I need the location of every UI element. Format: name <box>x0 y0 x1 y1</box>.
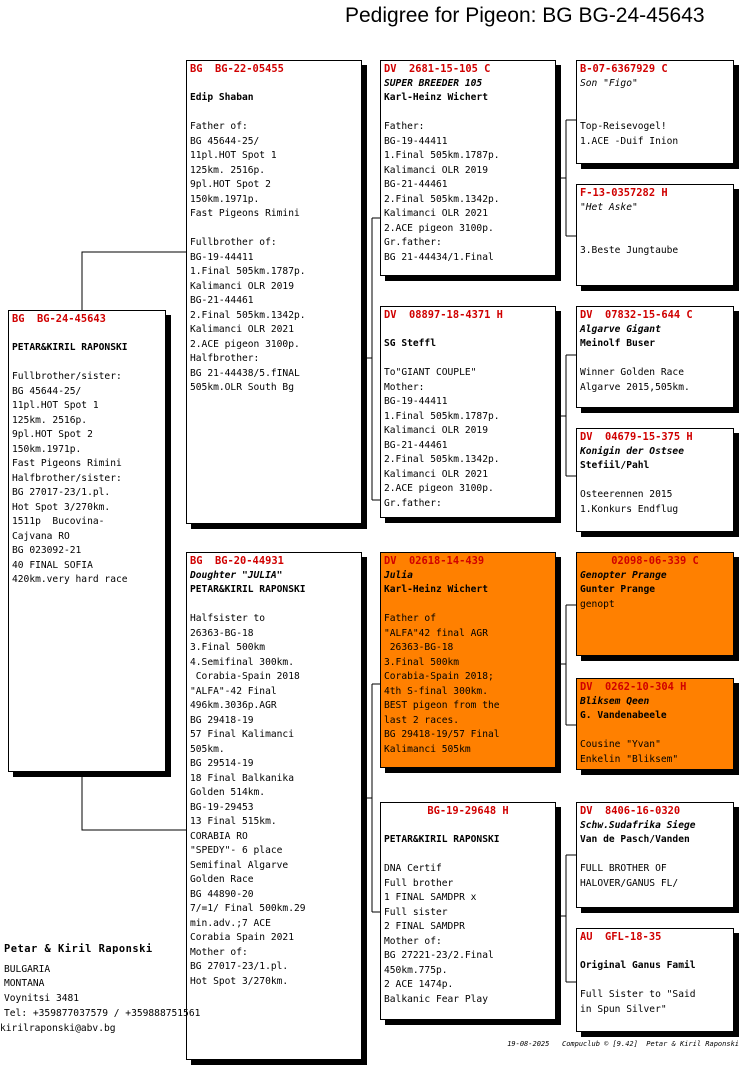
card-line: 505km. <box>190 743 225 755</box>
card-line: 1.ACE -Duif Inion <box>580 135 679 147</box>
card-line: Halfbrother/sister: <box>12 472 122 484</box>
breeder-address: Voynitsi 3481 <box>4 993 80 1005</box>
card-line: BG 45644-25/ <box>12 385 82 397</box>
card-line: 1511p Bucovina- <box>12 516 105 527</box>
card-line <box>384 106 552 121</box>
card-line <box>580 945 730 960</box>
card-line: Father of <box>384 613 436 624</box>
card-line: Father: <box>384 121 425 132</box>
card-line: BG 29418-19/57 Final <box>384 729 500 740</box>
paternal-grandfather-card[interactable] <box>380 60 556 276</box>
card-line <box>384 848 552 863</box>
card-line: Mother of: <box>384 935 442 947</box>
card-line: BG 29514-19 <box>190 758 254 769</box>
card-line: BG 27017-23/1.pl. <box>190 961 289 972</box>
ring-number: B-07-6367929 C <box>580 63 668 75</box>
card-line: G. Vandenabeele <box>580 710 667 721</box>
card-line: Mother: <box>384 381 425 393</box>
card-line: BG 44890-20 <box>190 888 254 900</box>
card-line: BG 45644-25/ <box>190 135 260 147</box>
breeder-phone: Tel: +359877037579 / +359888751561 <box>4 1007 201 1019</box>
ring-number: DV 04679-15-375 H <box>580 431 693 443</box>
card-line: min.adv.;7 ACE <box>190 917 271 929</box>
card-line: 3.Final 500km <box>384 656 460 668</box>
breeder-info <box>0 942 201 1036</box>
card-line: Karl-Heinz Wichert <box>384 584 488 595</box>
card-line: 1 FINAL SAMDPR x <box>384 892 477 903</box>
great-grandparent-mff-card[interactable] <box>576 552 734 656</box>
card-line: Doughter "JULIA" <box>190 569 283 581</box>
card-line: Corabia Spain 2021 <box>190 932 294 943</box>
great-grandparent-fmf-card[interactable] <box>576 306 734 408</box>
ring-number: BG BG-22-05455 <box>190 63 284 75</box>
breeder-email: kirilraponski@abv.bg <box>0 1022 116 1034</box>
card-line: 1.Final 505km.1787p. <box>384 150 500 161</box>
card-line <box>190 598 358 613</box>
card-line <box>580 352 730 367</box>
card-line: Gr.father: <box>384 497 442 509</box>
card-line <box>580 848 730 863</box>
card-line: Halfsister to <box>190 613 266 624</box>
card-line: DNA Certif <box>384 863 442 874</box>
card-line: BG 21-44434/1.Final <box>384 251 494 263</box>
card-line: BG 023092-21 <box>12 545 82 556</box>
card-line: 9pl.HOT Spot 2 <box>190 179 271 190</box>
card-line: To"GIANT COUPLE" <box>384 367 477 378</box>
card-line: Cousine "Yvan" <box>580 739 661 750</box>
card-line: Van de Pasch/Vanden <box>580 834 690 845</box>
card-line: Kalimanci OLR 2019 <box>190 280 294 292</box>
card-line: Kalimanci OLR 2019 <box>384 164 488 176</box>
card-line: 40 FINAL SOFIA <box>12 559 93 571</box>
card-line: Full brother <box>384 877 454 889</box>
card-line <box>384 323 552 338</box>
card-line: 2 ACE 1474p. <box>384 979 454 990</box>
card-line: Kalimanci OLR 2021 <box>384 468 488 480</box>
card-line: Osteerennen 2015 <box>580 489 673 500</box>
card-line <box>12 356 162 371</box>
card-line: Kalimanci OLR 2021 <box>190 324 294 335</box>
card-line <box>384 598 552 613</box>
card-line: Son "Figo" <box>580 77 638 89</box>
paternal-grandmother-card[interactable] <box>380 306 556 518</box>
card-line: 26363-BG-18 <box>190 627 254 639</box>
card-line: 3.Beste Jungtaube <box>580 245 679 256</box>
father-card[interactable] <box>186 60 362 524</box>
card-line: in Spun Silver" <box>580 1003 667 1015</box>
card-line: CORABIA RO <box>190 830 248 842</box>
ring-number: AU GFL-18-35 <box>580 931 662 943</box>
card-line: Corabia-Spain 2018; <box>384 671 494 682</box>
card-line: BG-19-44411 <box>384 135 448 147</box>
card-line: 450km.775p. <box>384 964 448 976</box>
card-line: Top-Reisevogel! <box>580 121 667 132</box>
card-line: BG-19-29453 <box>190 801 254 813</box>
ring-number: DV 08897-18-4371 H <box>384 309 503 321</box>
card-line: Meinolf Buser <box>580 338 656 349</box>
card-line: Karl-Heinz Wichert <box>384 92 488 103</box>
card-line: Stefiil/Pahl <box>580 460 650 471</box>
card-line: Fullbrother of: <box>190 237 277 248</box>
card-line: 2.Final 505km.1342p. <box>190 309 306 321</box>
ring-number: 02098-06-339 C <box>611 555 699 567</box>
card-line: Cajvana RO <box>12 530 70 542</box>
card-line: Genopter Prange <box>580 569 667 581</box>
card-line: 2.Final 505km.1342p. <box>384 454 500 465</box>
card-line: Kalimanci OLR 2021 <box>384 208 488 219</box>
card-line: 26363-BG-18 <box>384 642 454 653</box>
ring-number: BG BG-20-44931 <box>190 555 284 567</box>
card-line: Winner Golden Race <box>580 367 684 378</box>
card-line: genopt <box>580 598 615 610</box>
card-line: 420km.very hard race <box>12 574 128 585</box>
card-line <box>580 215 730 230</box>
page-title: Pedigree for Pigeon: BG BG-24-45643 <box>345 4 705 27</box>
card-line: BG 21-44438/5.fINAL <box>190 367 300 379</box>
great-grandparent-ffm-card[interactable] <box>576 184 734 286</box>
card-line: Fast Pigeons Rimini <box>12 458 122 469</box>
card-line: 4th S-final 300km. <box>384 685 488 697</box>
card-line: 2.ACE pigeon 3100p. <box>190 338 300 350</box>
ring-number: DV 2681-15-105 C <box>384 63 491 75</box>
card-line <box>190 222 358 237</box>
maternal-grandmother-card[interactable] <box>380 802 556 1020</box>
card-line: Golden Race <box>190 874 254 885</box>
great-grandparent-mmm-card[interactable] <box>576 928 734 1032</box>
card-line: 57 Final Kalimanci <box>190 729 294 740</box>
card-line: 2.ACE pigeon 3100p. <box>384 483 494 494</box>
ring-number: BG BG-24-45643 <box>12 313 106 325</box>
card-line: 2 FINAL SAMDPR <box>384 921 465 932</box>
card-line: 4.Semifinal 300km. <box>190 656 294 668</box>
card-line: SG Steffl <box>384 338 436 349</box>
card-line: 1.Final 505km.1787p. <box>384 410 500 422</box>
card-line: Bliksem Qeen <box>580 695 650 707</box>
card-line: Kalimanci 505km <box>384 743 471 755</box>
card-line: BG 29418-19 <box>190 714 254 726</box>
card-line: Semifinal Algarve <box>190 859 289 871</box>
card-line: PETAR&KIRIL RAPONSKI <box>384 834 500 845</box>
card-line <box>580 974 730 989</box>
card-line: 505km.OLR South Bg <box>190 382 294 393</box>
card-line: 2.ACE pigeon 3100p. <box>384 222 494 234</box>
card-line: Mother of: <box>190 946 248 958</box>
card-line: Halfbrother: <box>190 353 260 364</box>
card-line <box>384 352 552 367</box>
ring-number: DV 0262-10-304 H <box>580 681 687 693</box>
maternal-grandfather-card[interactable] <box>380 552 556 768</box>
card-line <box>580 91 730 106</box>
card-line: 9pl.HOT Spot 2 <box>12 429 93 440</box>
card-line: PETAR&KIRIL RAPONSKI <box>190 584 306 595</box>
card-line: BG-19-44411 <box>190 251 254 263</box>
card-line: Konigin der Ostsee <box>580 445 684 457</box>
card-line: "SPEDY"- 6 place <box>190 845 283 856</box>
card-line: BG-21-44461 <box>384 439 448 451</box>
card-line: 7/=1/ Final 500km.29 <box>190 903 306 914</box>
card-line: 18 Final Balkanika <box>190 772 294 784</box>
card-line: Julia <box>384 569 413 581</box>
card-line: 1.Final 505km.1787p. <box>190 266 306 277</box>
card-line: BG-19-44411 <box>384 396 448 407</box>
card-line: 13 Final 515km. <box>190 816 277 827</box>
card-line: FULL BROTHER OF <box>580 863 667 874</box>
card-line: 11pl.HOT Spot 1 <box>12 400 99 411</box>
card-line: HALOVER/GANUS FL/ <box>580 877 679 889</box>
card-line: 11pl.HOT Spot 1 <box>190 150 277 161</box>
card-line: Hot Spot 3/270km. <box>190 975 289 987</box>
card-line <box>580 724 730 739</box>
subject-pigeon-card[interactable] <box>8 310 166 772</box>
card-line: Hot Spot 3/270km. <box>12 501 111 513</box>
card-line: SUPER BREEDER 105 <box>384 77 483 89</box>
breeder-region: MONTANA <box>4 978 45 990</box>
card-line: "ALFA"42 final AGR <box>384 627 488 639</box>
mother-card[interactable] <box>186 552 362 1060</box>
breeder-name: Petar & Kiril Raponski <box>4 943 153 955</box>
card-line: "ALFA"-42 Final <box>190 685 277 697</box>
card-line: Fast Pigeons Rimini <box>190 208 300 219</box>
card-line: Golden 514km. <box>190 787 266 798</box>
card-line: Full sister <box>384 906 448 918</box>
card-line: Fullbrother/sister: <box>12 371 122 382</box>
ring-number: DV 02618-14-439 <box>384 555 485 567</box>
card-line: 150km.1971p. <box>12 443 82 455</box>
card-line: PETAR&KIRIL RAPONSKI <box>12 342 128 353</box>
footer-note: 19-08-2025 Compuclub © [9.42] Petar & Kiril Raponski <box>507 1040 739 1048</box>
card-line <box>580 106 730 121</box>
card-line: 3.Final 500km <box>190 642 266 653</box>
card-line: 150km.1971p. <box>190 193 260 205</box>
card-line: Gunter Prange <box>580 584 656 595</box>
card-line: BG 27221-23/2.Final <box>384 950 494 961</box>
card-line: Schw.Sudafrika Siege <box>580 819 696 831</box>
card-line: Full Sister to "Said <box>580 989 696 1000</box>
card-line: "Het Aske" <box>580 201 638 213</box>
great-grandparent-mmf-card[interactable] <box>576 802 734 908</box>
ring-number: DV 8406-16-0320 <box>580 805 681 817</box>
card-line: 496km.3036p.AGR <box>190 700 277 711</box>
card-line: BG-21-44461 <box>384 179 448 190</box>
card-line: Original Ganus Famil <box>580 960 696 971</box>
card-line: 125km. 2516p. <box>12 414 88 426</box>
card-line: 2.Final 505km.1342p. <box>384 193 500 205</box>
card-line: Corabia-Spain 2018 <box>190 671 300 682</box>
card-line <box>580 474 730 489</box>
great-grandparent-fmm-card[interactable] <box>576 428 734 532</box>
card-line <box>12 327 162 342</box>
card-line <box>580 230 730 245</box>
card-line: 1.Konkurs Endflug <box>580 503 679 515</box>
great-grandparent-fff-card[interactable] <box>576 60 734 164</box>
card-line: BG 27017-23/1.pl. <box>12 487 111 498</box>
card-line: BG-21-44461 <box>190 295 254 306</box>
ring-number: F-13-0357282 H <box>580 187 668 199</box>
card-line: Algarve 2015,505km. <box>580 381 690 393</box>
card-line: Kalimanci OLR 2019 <box>384 425 488 436</box>
great-grandparent-mfm-card[interactable] <box>576 678 734 770</box>
ring-number: DV 07832-15-644 C <box>580 309 693 321</box>
breeder-country: BULGARIA <box>4 963 51 975</box>
card-line: Balkanic Fear Play <box>384 993 488 1005</box>
card-line: Algarve Gigant <box>580 323 661 335</box>
card-line: Gr.father: <box>384 237 442 248</box>
card-line: Father of: <box>190 121 248 132</box>
card-line: BEST pigeon from the <box>384 700 500 711</box>
card-line: last 2 races. <box>384 714 460 726</box>
card-line: 125km. 2516p. <box>190 164 266 176</box>
card-line: Enkelin "Bliksem" <box>580 753 679 765</box>
card-line <box>190 106 358 121</box>
card-line <box>384 819 552 834</box>
card-line <box>190 77 358 92</box>
card-line: Edip Shaban <box>190 92 254 103</box>
ring-number: BG-19-29648 H <box>427 805 509 817</box>
